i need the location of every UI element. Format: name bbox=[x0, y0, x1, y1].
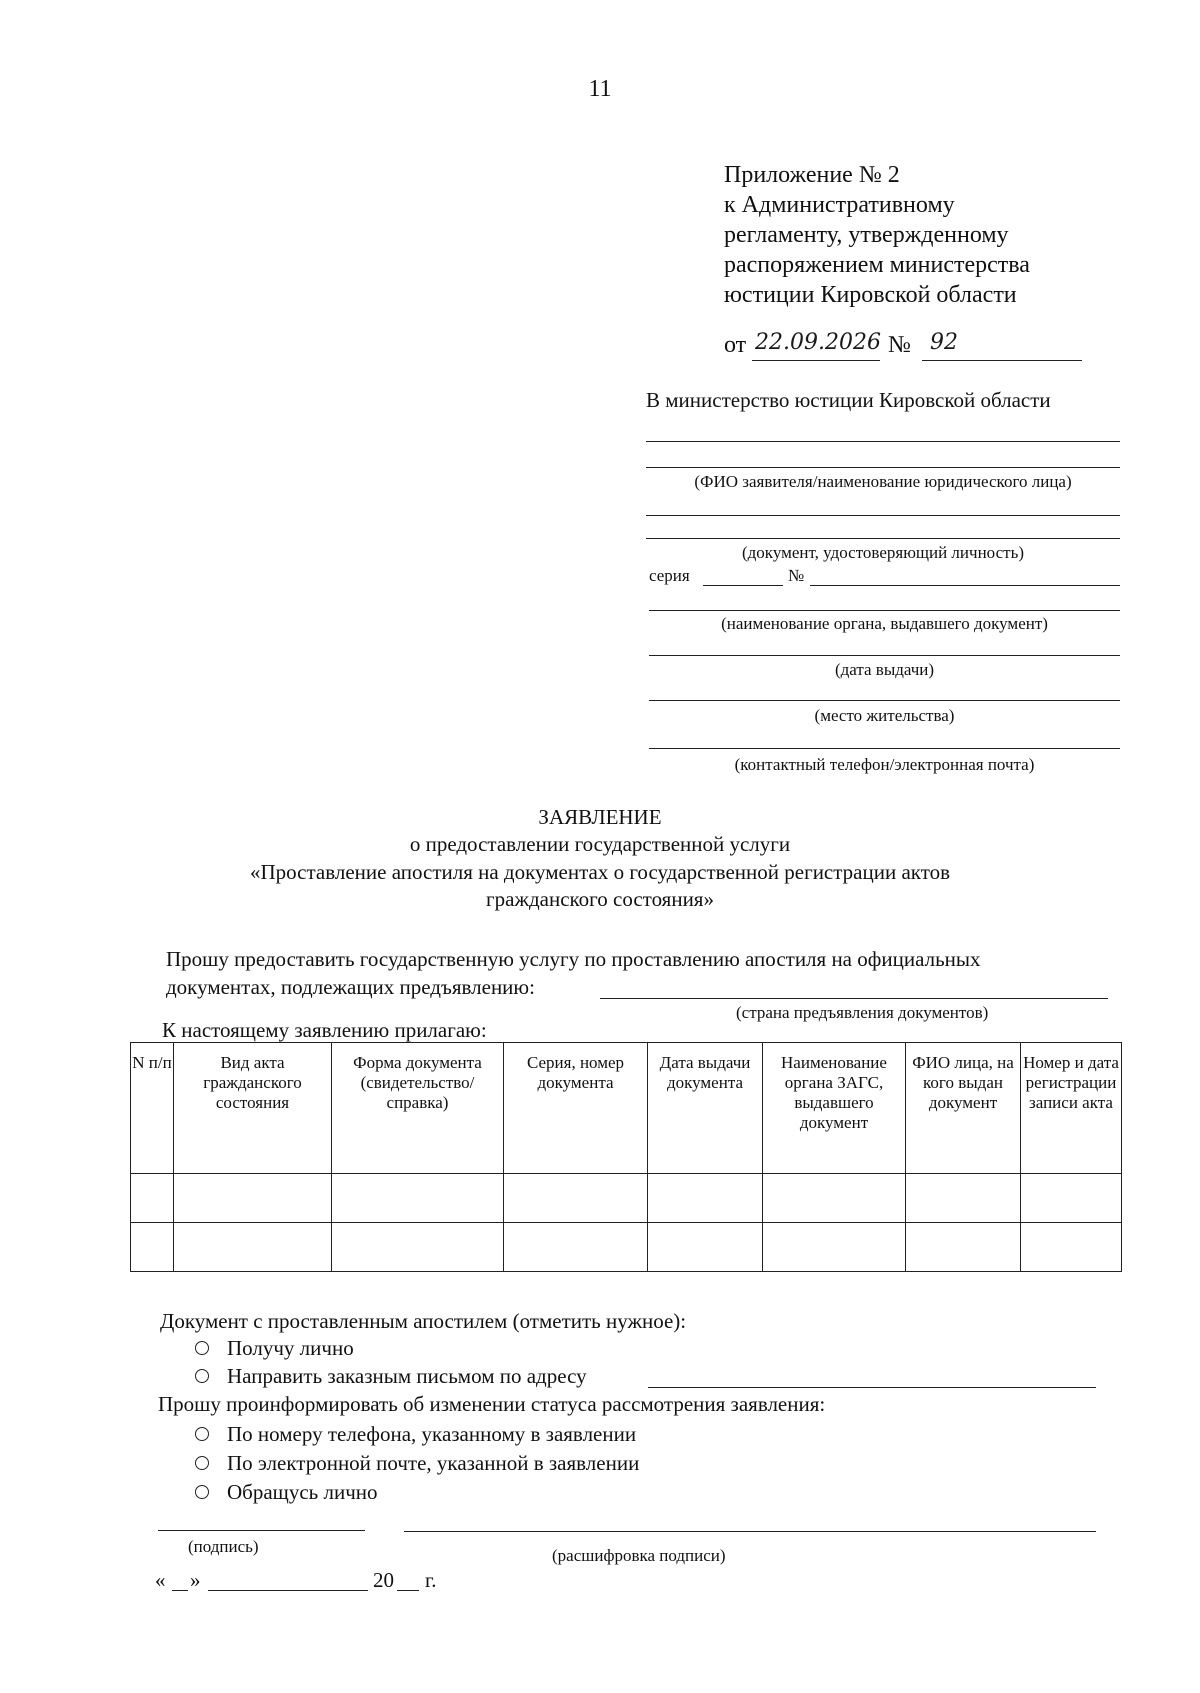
series-label: серия bbox=[649, 566, 690, 585]
signature-caption: (подпись) bbox=[188, 1537, 259, 1556]
radio-circle-icon[interactable] bbox=[195, 1485, 209, 1499]
date-close-quote: » bbox=[190, 1568, 201, 1592]
delivery-option-registered-mail[interactable] bbox=[195, 1364, 587, 1388]
fio-line-2 bbox=[646, 467, 1120, 468]
table-cell[interactable] bbox=[648, 1223, 763, 1272]
addressee-to: В министерство юстиции Кировской области bbox=[646, 388, 1051, 412]
table-cell[interactable] bbox=[1021, 1223, 1122, 1272]
table-cell[interactable] bbox=[1021, 1174, 1122, 1223]
signature-line bbox=[158, 1530, 365, 1531]
option-label: По электронной почте, указанной в заявлении bbox=[227, 1451, 640, 1475]
id-number-line bbox=[810, 585, 1120, 586]
date-year-prefix: 20 bbox=[373, 1568, 394, 1592]
attachments-table bbox=[130, 1042, 1122, 1272]
issuer-caption: (наименование органа, выдавшего документ) bbox=[721, 614, 1048, 633]
table-cell[interactable] bbox=[906, 1223, 1021, 1272]
attach-label: К настоящему заявлению прилагаю: bbox=[162, 1018, 487, 1042]
appendix-line: регламенту, утвержденному bbox=[724, 222, 1009, 248]
contact-line bbox=[649, 748, 1120, 749]
table-cell[interactable] bbox=[906, 1174, 1021, 1223]
table-cell[interactable] bbox=[332, 1174, 504, 1223]
col-header-act-type: Вид акта гражданского состояния bbox=[174, 1043, 332, 1174]
appendix-date-prefix: от bbox=[724, 332, 747, 358]
notify-label: Прошу проинформировать об изменении статуса рассмотрения заявления: bbox=[158, 1392, 826, 1416]
option-label: Направить заказным письмом по адресу bbox=[227, 1364, 587, 1388]
residence-caption: (место жительства) bbox=[814, 706, 955, 725]
notify-option-phone[interactable] bbox=[195, 1422, 636, 1446]
date-month-line bbox=[208, 1590, 368, 1591]
table-header-row bbox=[131, 1043, 1122, 1174]
radio-circle-icon[interactable] bbox=[195, 1456, 209, 1470]
decoding-caption: (расшифровка подписи) bbox=[552, 1546, 726, 1565]
table-cell[interactable] bbox=[131, 1223, 174, 1272]
number-label: № bbox=[788, 566, 805, 585]
radio-circle-icon[interactable] bbox=[195, 1341, 209, 1355]
option-label: Получу лично bbox=[227, 1336, 354, 1360]
application-subtitle-3: гражданского состояния» bbox=[486, 887, 714, 911]
table-cell[interactable] bbox=[332, 1223, 504, 1272]
table-row bbox=[131, 1174, 1122, 1223]
delivery-label: Документ с проставленным апостилем (отметить нужное): bbox=[160, 1309, 687, 1333]
appendix-line: распоряжением министерства bbox=[724, 252, 1030, 278]
mail-address-line bbox=[648, 1387, 1096, 1388]
col-header-person-fio: ФИО лица, на кого выдан документ bbox=[906, 1043, 1021, 1174]
col-header-series-number: Серия, номер документа bbox=[504, 1043, 648, 1174]
col-header-number: N п/п bbox=[131, 1043, 174, 1174]
issue-date-caption: (дата выдачи) bbox=[834, 660, 935, 679]
option-label: По номеру телефона, указанному в заявлении bbox=[227, 1422, 637, 1446]
col-header-issue-date: Дата выдачи документа bbox=[648, 1043, 763, 1174]
appendix-line: юстиции Кировской области bbox=[724, 282, 1017, 308]
radio-circle-icon[interactable] bbox=[195, 1427, 209, 1441]
fio-caption: (ФИО заявителя/наименование юридического лица) bbox=[694, 472, 1072, 491]
table-cell[interactable] bbox=[648, 1174, 763, 1223]
table-cell[interactable] bbox=[504, 1223, 648, 1272]
appendix-number-line bbox=[922, 360, 1082, 361]
table-cell[interactable] bbox=[763, 1174, 906, 1223]
notify-option-in-person[interactable] bbox=[195, 1480, 378, 1504]
table-cell[interactable] bbox=[763, 1223, 906, 1272]
table-row bbox=[131, 1223, 1122, 1272]
date-day-line bbox=[172, 1590, 188, 1591]
appendix-date-line bbox=[752, 360, 880, 361]
radio-circle-icon[interactable] bbox=[195, 1369, 209, 1383]
fio-line-1 bbox=[646, 441, 1120, 442]
request-line-2: документах, подлежащих предъявлению: bbox=[166, 975, 535, 999]
signature-decoding-line bbox=[404, 1531, 1096, 1532]
date-year-suffix: г. bbox=[425, 1568, 437, 1592]
id-doc-line-1 bbox=[646, 515, 1120, 516]
notify-option-email[interactable] bbox=[195, 1451, 639, 1475]
col-header-record-number-date: Номер и дата регистрации записи акта bbox=[1021, 1043, 1122, 1174]
date-open-quote: « bbox=[155, 1568, 166, 1592]
appendix-block bbox=[724, 160, 1144, 310]
id-doc-caption: (документ, удостоверяющий личность) bbox=[742, 543, 1024, 562]
contact-caption: (контактный телефон/электронная почта) bbox=[734, 755, 1035, 774]
appendix-number-handwritten: 92 bbox=[930, 330, 958, 355]
application-heading: ЗАЯВЛЕНИЕ bbox=[538, 805, 662, 829]
country-line bbox=[600, 998, 1108, 999]
application-subtitle-1: о предоставлении государственной услуги bbox=[409, 832, 791, 856]
delivery-option-in-person[interactable] bbox=[195, 1336, 354, 1360]
issue-date-line bbox=[649, 655, 1120, 656]
col-header-doc-form: Форма документа (свидетельство/справка) bbox=[332, 1043, 504, 1174]
series-line bbox=[703, 585, 783, 586]
date-year-line bbox=[397, 1590, 419, 1591]
appendix-line: Приложение № 2 bbox=[724, 162, 900, 188]
page-number: 11 bbox=[588, 76, 612, 102]
col-header-zags-name: Наименование органа ЗАГС, выдавшего документ bbox=[763, 1043, 906, 1174]
application-subtitle-2: «Проставление апостиля на документах о государственной регистрации актов bbox=[249, 860, 951, 884]
appendix-line: к Административному bbox=[724, 192, 955, 218]
table-cell[interactable] bbox=[504, 1174, 648, 1223]
appendix-number-prefix: № bbox=[888, 332, 911, 358]
table-cell[interactable] bbox=[131, 1174, 174, 1223]
table-cell[interactable] bbox=[174, 1174, 332, 1223]
residence-line bbox=[649, 700, 1120, 701]
id-doc-line-2 bbox=[646, 538, 1120, 539]
country-caption: (страна предъявления документов) bbox=[736, 1003, 989, 1022]
option-label: Обращусь лично bbox=[227, 1480, 378, 1504]
table-cell[interactable] bbox=[174, 1223, 332, 1272]
issuer-line bbox=[649, 610, 1120, 611]
request-line-1: Прошу предоставить государственную услугу по проставлению апостиля на официальных bbox=[166, 947, 981, 971]
appendix-date-handwritten: 22.09.2026 bbox=[755, 330, 881, 355]
